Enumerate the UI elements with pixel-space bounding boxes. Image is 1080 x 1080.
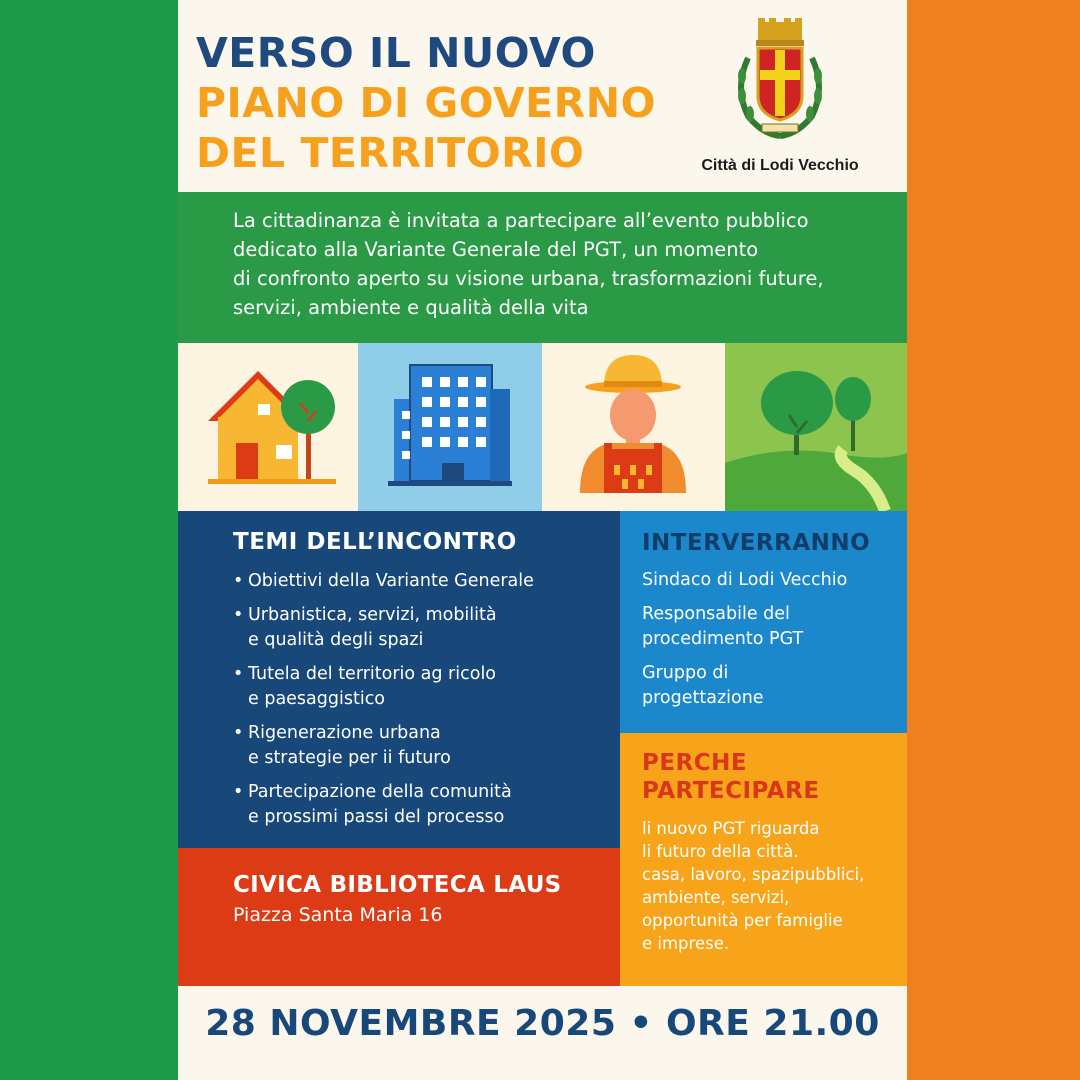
venue-address: Piazza Santa Maria 16 (233, 904, 443, 926)
tile-farmer (542, 343, 725, 511)
theme-item (233, 780, 620, 830)
theme-item-line: e qualità degli spazi (248, 630, 424, 650)
speaker-item (642, 602, 907, 652)
theme-item-line: • Urbanistica, servizi, mobilità (248, 605, 497, 625)
intro-line: servizi, ambiente e qualità della vita (233, 296, 589, 319)
house-icon (178, 343, 358, 511)
tile-home (178, 343, 358, 511)
poster (178, 0, 907, 1080)
tile-nature (725, 343, 907, 511)
speaker-item (642, 661, 907, 711)
title-line-3: DEL TERRITORIO (196, 129, 585, 177)
left-green-band (0, 0, 178, 1080)
theme-item (233, 569, 620, 594)
themes-heading: TEMI DELL’INCONTRO (233, 529, 517, 555)
speaker-line: Gruppo di (642, 663, 729, 683)
farmer-icon (542, 343, 725, 511)
themes-list (233, 569, 620, 830)
title-line-1: VERSO IL NUOVO (196, 29, 596, 77)
why-heading (642, 749, 907, 805)
intro-line: di confronto aperto su visione urbana, trasformazioni future, (233, 267, 824, 290)
theme-item (233, 603, 620, 653)
speaker-line: Responsabile del (642, 604, 790, 624)
speakers-panel (620, 511, 907, 733)
building-icon (358, 343, 542, 511)
why-line: li nuovo PGT riguarda (642, 819, 820, 838)
speakers-heading: INTERVERRANNO (642, 530, 871, 556)
theme-item-line: • Tutela del territorio ag ricolo (248, 664, 497, 684)
city-crest-icon (730, 18, 830, 146)
city-name: Città di Lodi Vecchio (701, 157, 859, 174)
theme-item-line: • Obiettivi della Variante Generale (248, 571, 534, 591)
event-date-time: 28 NOVEMBRE 2025 • ORE 21.00 (205, 1003, 880, 1044)
theme-item-line: e paesaggistico (248, 689, 386, 709)
why-text (642, 817, 907, 955)
tile-city (358, 343, 542, 511)
venue-name: CIVICA BIBLIOTECA LAUS (233, 872, 562, 898)
intro-line: dedicato alla Variante Generale del PGT, un momento (233, 238, 759, 261)
venue-panel (178, 848, 620, 986)
landscape-icon (725, 343, 907, 511)
why-participate-panel (620, 733, 907, 986)
why-line: li futuro della città. (642, 842, 799, 861)
theme-item-line: e prossimi passi del processo (248, 807, 505, 827)
theme-item-line: e strategie per ii futuro (248, 748, 451, 768)
intro-banner (178, 192, 907, 343)
theme-item-line: • Partecipazione della comunità (248, 782, 512, 802)
theme-item (233, 662, 620, 712)
speaker-item (642, 568, 907, 593)
intro-line: La cittadinanza è invitata a partecipare all’evento pubblico (233, 209, 809, 232)
why-line: ambiente, servizi, (642, 888, 790, 907)
why-line: casa, lavoro, spazipubblici, (642, 865, 865, 884)
speaker-line: Sindaco di Lodi Vecchio (642, 570, 848, 590)
right-orange-band (907, 0, 1080, 1080)
themes-panel (178, 511, 620, 848)
why-heading-line: PARTECIPARE (642, 778, 820, 804)
title-line-2: PIANO DI GOVERNO (196, 79, 656, 127)
poster-title (196, 28, 656, 178)
why-line: opportunità per famiglie (642, 911, 843, 930)
why-heading-line: PERCHE (642, 750, 748, 776)
speaker-line: progettazione (642, 688, 764, 708)
why-line: e imprese. (642, 934, 730, 953)
speaker-line: procedimento PGT (642, 629, 804, 649)
theme-item-line: • Rigenerazione urbana (248, 723, 441, 743)
theme-item (233, 721, 620, 771)
